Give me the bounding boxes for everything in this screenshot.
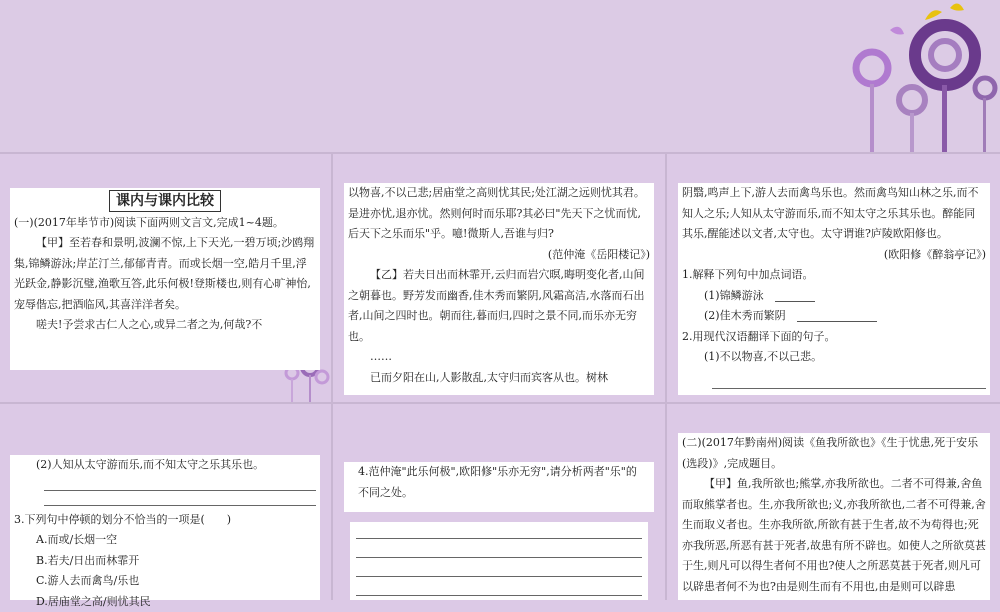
card-reading-1 — [10, 188, 320, 370]
question-1a: (1)锦鳞游泳 — [704, 289, 764, 302]
passage-yi-continued: 已而夕阳在山,人影散乱,太守归而宾客从也。树林 — [348, 368, 650, 389]
ellipsis: …… — [348, 347, 650, 368]
question-3: 3.下列句中停顿的划分不恰当的一项是( ) — [14, 510, 316, 531]
passage-intro-2: (二)(2017年黔南州)阅读《鱼我所欲也》《生于忧患,死于安乐(选段)》,完成题目。 — [682, 433, 986, 474]
answer-area-4[interactable] — [350, 522, 648, 600]
option-d[interactable]: D.居庙堂之高/则忧其民 — [14, 592, 316, 612]
question-1: 1.解释下列句中加点词语。 — [682, 265, 986, 286]
heading-wrapper — [14, 188, 316, 213]
answer-line-2b-2[interactable] — [44, 491, 316, 506]
question-2: 2.用现代汉语翻译下面的句子。 — [682, 327, 986, 348]
question-1b: (2)佳木秀而繁阴 — [704, 309, 786, 322]
question-2b: (2)人知从太守游而乐,而不知太守之乐其乐也。 — [14, 455, 316, 476]
flower-right — [975, 78, 995, 152]
source-yueyanglou: (范仲淹《岳阳楼记》) — [348, 245, 650, 266]
question-4: 4.范仲淹"此乐何极",欧阳修"乐亦无穷",请分析两者"乐"的不同之处。 — [358, 462, 640, 503]
passage-intro: (一)(2017年毕节市)阅读下面两则文言文,完成1~4题。 — [14, 213, 316, 234]
divider-right — [665, 152, 667, 600]
answer-line-4c[interactable] — [356, 558, 642, 577]
passage-continued: 以物喜,不以己悲;居庙堂之高则忧其民;处江湖之远则忧其君。是进亦忧,退亦忧。然则何时而乐耶?其必曰"先天下之忧而忧,后天下之乐而乐"乎。噫!微斯人,吾谁与归? — [348, 183, 650, 245]
passage-jia: 【甲】至若春和景明,波澜不惊,上下天光,一碧万顷;沙鸥翔集,锦鳞游泳;岸芷汀兰,郁郁青青。而或长烟一空,皓月千里,浮光跃金,静影沉璧,渔歌互答,此乐何极!登斯楼也,则有心旷神怡,宠辱偕忘,把酒临风,其喜洋洋者矣。 — [14, 233, 316, 315]
card-reading-2 — [344, 183, 654, 395]
flower-large — [915, 25, 975, 152]
source-zuiwengting: (欧阳修《醉翁亭记》) — [682, 245, 986, 266]
flower-small-left — [856, 52, 888, 152]
section-heading: 课内与课内比较 — [109, 190, 221, 212]
option-b[interactable]: B.若夫/日出而林霏开 — [14, 551, 316, 572]
question-1a-row — [682, 286, 986, 307]
leaf-purple — [890, 27, 904, 35]
card-question-4 — [344, 462, 654, 512]
leaf-yellow-2 — [950, 3, 964, 10]
leaf-yellow — [925, 10, 942, 20]
passage-continued-2: 阴翳,鸣声上下,游人去而禽鸟乐也。然而禽鸟知山林之乐,而不知人之乐;人知从太守游而乐,而不知太守之乐其乐也。醉能同其乐,醒能述以文者,太守也。太守谓谁?庐陵欧阳修也。 — [682, 183, 986, 245]
answer-blank-1b[interactable] — [797, 310, 877, 322]
option-c[interactable]: C.游人去而禽鸟/乐也 — [14, 571, 316, 592]
option-a[interactable]: A.而或/长烟一空 — [14, 530, 316, 551]
card-reading-3 — [678, 433, 990, 600]
question-2a: (1)不以物喜,不以己悲。 — [682, 347, 986, 368]
answer-line-2a[interactable] — [712, 368, 986, 389]
answer-blank-1a[interactable] — [775, 290, 815, 302]
answer-line-2b[interactable] — [44, 476, 316, 491]
passage-yuwosuoyu: 【甲】鱼,我所欲也;熊掌,亦我所欲也。二者不可得兼,舍鱼而取熊掌者也。生,亦我所欲也;义,亦我所欲也,二者不可得兼,舍生而取义者也。生亦我所欲,所欲有甚于生者,故不为苟得也;死亦我所恶,所恶有甚于死者,故患有所不辟也。如使人之所欲莫甚于生,则凡可以得生者何不用也?使人之所恶莫甚于死者,则凡可以辟患者何不为也?由是则生而有不用也,由是则可以辟患 — [682, 474, 986, 597]
divider-middle — [0, 402, 1000, 404]
card-questions-1 — [678, 183, 990, 395]
passage-jia-continued: 嗟夫!予尝求古仁人之心,或异二者之为,何哉?不 — [14, 315, 316, 336]
answer-line-4b[interactable] — [356, 539, 642, 558]
answer-line-4d[interactable] — [356, 577, 642, 596]
card-questions-2 — [10, 455, 320, 600]
question-1b-row — [682, 306, 986, 327]
flower-middle — [899, 87, 925, 152]
divider-top — [0, 152, 1000, 154]
passage-yi: 【乙】若夫日出而林霏开,云归而岩穴暝,晦明变化者,山间之朝暮也。野芳发而幽香,佳木秀而繁阴,风霜高洁,水落而石出者,山间之四时也。朝而往,暮而归,四时之景不同,而乐亦无穷也。 — [348, 265, 650, 347]
flower-decoration — [830, 0, 1000, 152]
divider-left — [331, 152, 333, 600]
answer-line-4a[interactable] — [356, 522, 642, 539]
